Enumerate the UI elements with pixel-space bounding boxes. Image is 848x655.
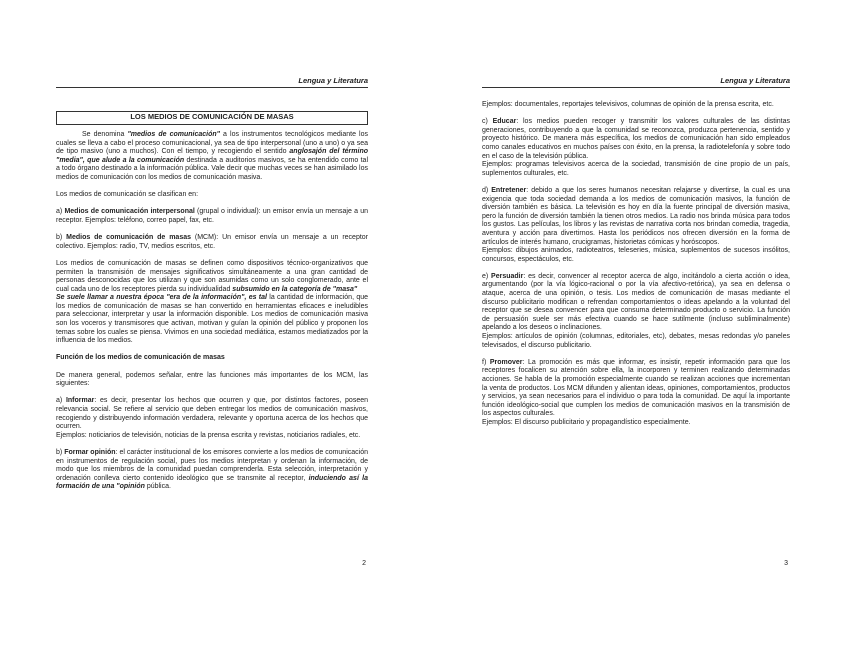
opinion-examples-paragraph: Ejemplos: documentales, reportajes televisivos, columnas de opinión de la prensa escrita, etc. bbox=[482, 101, 774, 108]
item-prefix: b) bbox=[56, 448, 65, 456]
page-number: 3 bbox=[784, 560, 788, 567]
item-term: Promover bbox=[489, 358, 523, 366]
running-head: Lengua y Literatura bbox=[482, 77, 790, 88]
classify-paragraph: Los medios de comunicación se clasifican en: bbox=[56, 191, 199, 199]
item-term: Medios de comunicación interpersonal bbox=[64, 208, 195, 216]
function-intro-paragraph: De manera general, podemos señalar, entre las funciones más importantes de los MCM, las siguientes: bbox=[56, 371, 368, 388]
item-examples: Ejemplos: programas televisivos acerca de la sociedad, transmisión de cine propio de un país, suplementos culturales, etc. bbox=[482, 161, 790, 177]
item-prefix: f) bbox=[482, 358, 490, 366]
item-term: Formar opinión bbox=[64, 448, 116, 456]
item-examples: Ejemplos: noticiarios de televisión, noticias de la prensa escrita y revistas, noticiarios radiales, etc. bbox=[56, 431, 361, 439]
item-prefix: c) bbox=[482, 118, 493, 126]
item-text: : los medios pueden recoger y transmitir los valores culturales de las distintas generaciones, contribuyendo a que la comunidad se reconozca, produzca pertenencia, sentido y proyecto histórico. De manera más específica, los medios de comunicación han sido empleados como canales educativos en muchos países con éxito, en la prensa, la radiotelefonía y sobre todo en el caso de la televisión pública. bbox=[482, 118, 790, 160]
section-title: Función de los medios de comunicación de masas bbox=[56, 354, 225, 362]
intro-text: destinada a auditorios masivos, se ha entendido como tal a todo órgano destinado a la información pública. Vale decir que muchas veces se han asimilado los medios de comunicación con los medios de comunicación masiva. bbox=[56, 156, 368, 181]
item-a-paragraph bbox=[56, 208, 368, 225]
item-text: : es decir, convencer al receptor acerca de algo, incitándolo a cierta acción o idea, argumentando (por la vía lógico-racional o por la vía afectivo-retórica), ya sea en defensa o ataque, acerca de una opinión, o tesis. Los medios de comunicación de masas mediante el discurso publicitario modifican o refrendan comportamientos o ideas apelando a la voluntad del receptor que se desea convencer para que consuma determinado producto o servicio. La función de persuasión suele ser más efectiva cuando se hace sutilmente (incluso subliminalmente) apelando a los deseos o inclinaciones. bbox=[482, 272, 791, 332]
mcm-bold-phrase: subsumido en la categoría de "masa" bbox=[232, 285, 358, 293]
item-term: Informar bbox=[65, 397, 95, 405]
educar-paragraph bbox=[482, 118, 790, 178]
item-prefix: b) bbox=[56, 234, 67, 242]
item-text: pública. bbox=[144, 483, 171, 491]
intro-text: a los instrumentos tecnológicos mediante los cuales se lleva a cabo el proceso comunicacional, ya sea de tipo interpersonal (uno a uno) o ya sea de tipo masivo (uno a muchos). Con el tiempo, y recogiendo el sentido bbox=[56, 131, 368, 156]
item-prefix: d) bbox=[482, 186, 492, 194]
item-text: (MCM): Un emisor envía un mensaje a un receptor colectivo. Ejemplos: radio, TV, medios escritos, etc. bbox=[56, 234, 369, 250]
item-text: : es decir, presentar los hechos que ocurren y que, por distintos factores, poseen relevancia social. Se refiere al servicio que deben entregar los medios de comunicación masivos, recogiendo y distribuyendo información verdadera, relevante y oportuna acerca de los hechos que ocurren. bbox=[56, 397, 369, 431]
page-title: LOS MEDIOS DE COMUNICACIÓN DE MASAS bbox=[56, 111, 368, 125]
item-prefix: a) bbox=[56, 397, 66, 405]
mcm-paragraph bbox=[56, 260, 368, 346]
item-text: : debido a que los seres humanos necesitan relajarse y divertirse, la cual es una exigencia que toda sociedad demanda a los medios de comunicación masivos, la función de diversión también es básica. La televisión es hoy en día la fuente principal de diversión masiva, pero la función de diversión también la tienen otros medios. La radio nos brinda música para todos los gustos. Las películas, los libros y las revistas de narrativa corta nos brindan comedia, tragedia, aventura y acción para divertirnos. Hasta los periódicos nos ofrecen diversión en la forma de artículos de interés humano, crucigramas, historietas cómicas y horóscopos. bbox=[482, 186, 790, 246]
opinion-paragraph bbox=[56, 449, 368, 492]
item-prefix: e) bbox=[482, 272, 492, 280]
item-bold-phrase: induciendo así la formación de una "opinión bbox=[56, 474, 369, 491]
mcm-text: Los medios de comunicación de masas se definen como dispositivos técnico-organizativos que permiten la transmisión de mensajes significativos simultáneamente a una gran cantidad de personas desconocidas que los utilizan y que son asumidas como un solo conglomerado, ante el cual cada uno de los receptores pierda su individualidad bbox=[56, 259, 368, 293]
item-examples: Ejemplos: artículos de opinión (columnas, editoriales, etc), debates, mesas redondas y/o paneles televisados, el discurso publicitario. bbox=[482, 333, 790, 349]
page-number: 2 bbox=[362, 560, 366, 567]
item-term: Entretener bbox=[491, 186, 527, 194]
item-b-paragraph bbox=[56, 234, 368, 251]
item-term: Persuadir bbox=[491, 272, 524, 280]
item-prefix: a) bbox=[56, 208, 65, 216]
running-head: Lengua y Literatura bbox=[56, 77, 368, 88]
inform-paragraph bbox=[56, 397, 368, 440]
intro-text: Se denomina bbox=[82, 131, 128, 138]
item-examples: Ejemplos: dibujos animados, radioteatros, teleseries, música, suplementos de sucesos insólitos, concursos, espectáculos, etc. bbox=[482, 247, 790, 263]
promover-paragraph bbox=[482, 359, 790, 428]
left-page bbox=[56, 0, 368, 655]
intro-paragraph bbox=[56, 131, 368, 183]
mcm-bold-phrase: Se suele llamar a nuestra época "era de la información", es tal bbox=[56, 294, 267, 302]
mcm-text: la cantidad de información, que los medios de comunicación de masas se han convertido en herramientas eficaces e ineludibles para seleccionar, interpretar y usar la información disponible. Los medios de comunicación masiva son los voceros y transmisores que activan, motivan y guían la opinión del público y proponen los temas sobre los cuales se piensa. Vivimos en una sociedad mediática, estamos mediatizados por la influencia de los medios. bbox=[56, 294, 368, 345]
persuadir-paragraph bbox=[482, 273, 790, 350]
item-term: Medios de comunicación de masas bbox=[66, 234, 191, 242]
item-text: (grupal o individual): un emisor envía un mensaje a un receptor. Ejemplos: teléfono, correo papel, fax, etc. bbox=[56, 208, 368, 224]
left-page-content bbox=[56, 131, 368, 501]
right-page bbox=[482, 0, 790, 655]
item-text: : La promoción es más que informar, es insistir, repetir información para que los receptores focalicen su atención sobre ella, la incorporen y terminen realizando determinadas acciones. Se habla de la promoción especialmente cuando se realizan acciones que incrementan la venta de productos. Los MCM difunden y alientan ideas, opiniones, comportamientos, productos y servicios, ya sean necesarios para el individuo o para toda la comunidad. De aquí la importante función ideológico-social que cumplen los medios de comunicación masivos en la transmisión de los aspectos culturales. bbox=[482, 358, 790, 418]
right-page-content bbox=[482, 101, 790, 436]
item-examples: Ejemplos: El discurso publicitario y propagandístico especialmente. bbox=[482, 418, 691, 426]
entretener-paragraph bbox=[482, 187, 790, 264]
intro-bold-term: "medios de comunicación" bbox=[127, 131, 220, 138]
item-term: Educar bbox=[492, 118, 517, 126]
item-text: : el carácter institucional de los emisores convierte a los medios de comunicación en instrumentos de regulación social, pues los medios interpretan y ordenan la información, de modo que los miembros de la comunidad puedan comprenderla. Esta selección, interpretación y ordenación conlleva cierto contenido ideológico que se transmite al receptor, bbox=[56, 448, 368, 482]
intro-bold-phrase: anglosajón del término "media", que alude a la comunicación bbox=[56, 148, 368, 164]
